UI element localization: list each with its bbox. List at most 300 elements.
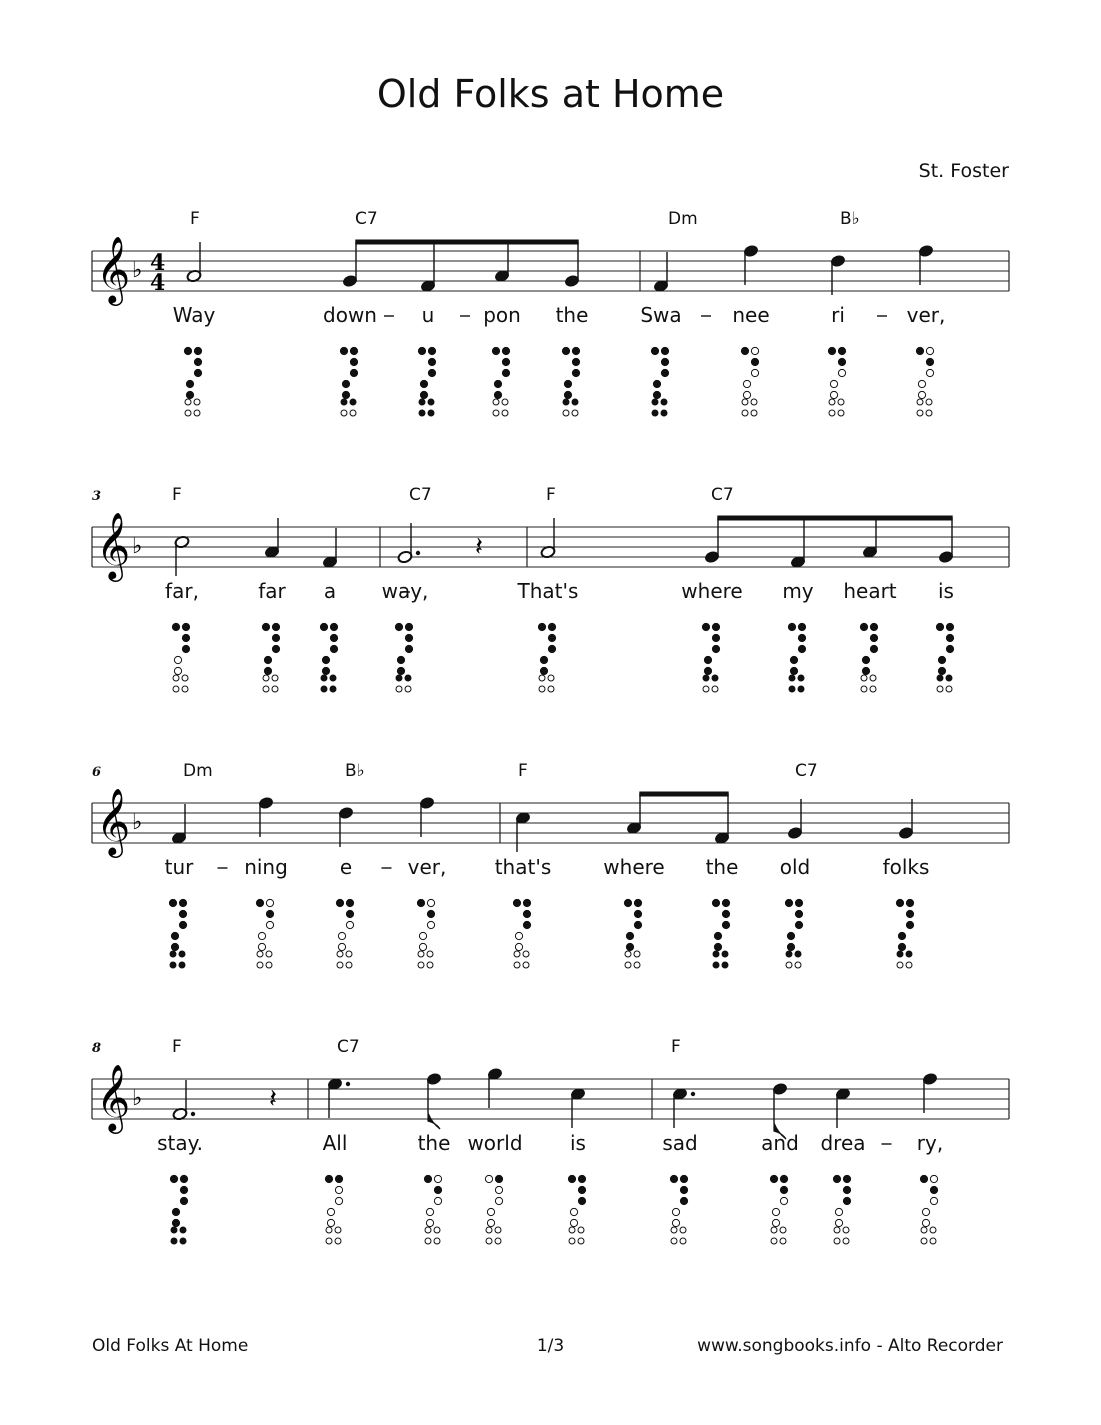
double-hole (563, 399, 569, 405)
double-hole (514, 951, 520, 957)
thumb-hole (170, 1175, 177, 1182)
finger-hole (174, 667, 181, 674)
double-hole (321, 686, 327, 692)
thumb-hole (256, 899, 263, 906)
fingering-chart-icon (424, 1175, 441, 1244)
fingering-chart-icon (828, 347, 845, 416)
double-hole (572, 399, 578, 405)
double-hole (523, 951, 529, 957)
chord-symbol: B♭ (840, 209, 860, 229)
chord-symbol: F (518, 761, 528, 781)
double-hole (634, 951, 640, 957)
finger-hole (172, 1219, 179, 1226)
double-hole (502, 399, 508, 405)
finger-hole (495, 1186, 502, 1193)
double-hole (425, 1227, 431, 1233)
footer-song-name: Old Folks At Home (92, 1336, 249, 1356)
thumb-hole (184, 347, 191, 354)
double-hole (930, 1238, 936, 1244)
finger-hole (712, 634, 719, 641)
finger-hole (342, 391, 349, 398)
double-hole (263, 675, 269, 681)
finger-hole (564, 391, 571, 398)
double-hole (326, 1238, 332, 1244)
finger-hole (182, 645, 189, 652)
lyric-syllable: my (782, 579, 814, 603)
double-hole (751, 410, 757, 416)
finger-hole (946, 645, 953, 652)
double-hole (350, 410, 356, 416)
double-hole (671, 1227, 677, 1233)
finger-hole (898, 932, 905, 939)
fingering-chart-icon (485, 1175, 502, 1244)
finger-hole (487, 1219, 494, 1226)
finger-hole (564, 380, 571, 387)
finger-hole (918, 391, 925, 398)
finger-hole (182, 623, 189, 630)
finger-hole (572, 358, 579, 365)
finger-hole (926, 347, 933, 354)
finger-hole (922, 1219, 929, 1226)
finger-hole (523, 921, 530, 928)
finger-hole (434, 1197, 441, 1204)
finger-hole (426, 1208, 433, 1215)
finger-hole (922, 1208, 929, 1215)
double-hole (337, 951, 343, 957)
finger-hole (743, 391, 750, 398)
double-hole (434, 1227, 440, 1233)
chord-symbol: C7 (337, 1037, 360, 1057)
double-hole (661, 410, 667, 416)
lyric-syllable: and (761, 1131, 799, 1155)
finger-hole (946, 634, 953, 641)
finger-hole (405, 645, 412, 652)
double-hole (514, 962, 520, 968)
double-hole (946, 675, 952, 681)
finger-hole (712, 623, 719, 630)
double-hole (341, 410, 347, 416)
finger-hole (704, 656, 711, 663)
thumb-hole (395, 623, 402, 630)
double-hole (495, 1227, 501, 1233)
double-hole (795, 962, 801, 968)
double-hole (722, 951, 728, 957)
double-hole (572, 410, 578, 416)
double-hole (321, 675, 327, 681)
finger-hole (502, 347, 509, 354)
lyric-syllable: pon (483, 303, 521, 327)
double-hole (652, 399, 658, 405)
lyric-syllable: is (570, 1131, 586, 1155)
finger-hole (780, 1175, 787, 1182)
finger-hole (830, 380, 837, 387)
double-hole (937, 675, 943, 681)
lyric-syllable: heart (843, 579, 897, 603)
lyric-syllable: a (323, 579, 337, 603)
finger-hole (427, 899, 434, 906)
double-hole (335, 1227, 341, 1233)
double-hole (419, 410, 425, 416)
fingering-chart-icon (562, 347, 579, 416)
double-hole (396, 675, 402, 681)
finger-hole (946, 623, 953, 630)
time-signature-bottom: 4 (150, 270, 166, 296)
finger-hole (938, 667, 945, 674)
double-hole (798, 675, 804, 681)
finger-hole (548, 634, 555, 641)
double-hole (502, 410, 508, 416)
fingering-chart-icon (513, 899, 530, 968)
finger-hole (350, 369, 357, 376)
finger-hole (680, 1175, 687, 1182)
finger-hole (338, 943, 345, 950)
finger-hole (494, 380, 501, 387)
thumb-hole (860, 623, 867, 630)
double-hole (418, 951, 424, 957)
double-hole (419, 399, 425, 405)
double-hole (539, 675, 545, 681)
lyric-syllable: ver, (407, 855, 447, 879)
finger-hole (798, 634, 805, 641)
finger-hole (926, 369, 933, 376)
thumb-hole (485, 1175, 492, 1182)
double-hole (272, 686, 278, 692)
thumb-hole (702, 623, 709, 630)
finger-hole (434, 1186, 441, 1193)
thumb-hole (936, 623, 943, 630)
lyric-syllable: way, (381, 579, 429, 603)
fingering-chart-icon (169, 899, 186, 968)
double-hole (350, 399, 356, 405)
treble-clef-icon: 𝄞 (96, 787, 131, 855)
finger-hole (494, 391, 501, 398)
double-hole (425, 1238, 431, 1244)
finger-hole (266, 921, 273, 928)
double-hole (771, 1227, 777, 1233)
finger-hole (419, 943, 426, 950)
key-signature-flat-icon: ♭ (132, 534, 143, 559)
finger-hole (405, 634, 412, 641)
double-hole (861, 686, 867, 692)
key-signature-flat-icon: ♭ (132, 810, 143, 835)
double-hole (179, 951, 185, 957)
thumb-hole (492, 347, 499, 354)
double-hole (396, 686, 402, 692)
finger-hole (830, 391, 837, 398)
thumb-hole (916, 347, 923, 354)
finger-hole (790, 656, 797, 663)
eighth-flag-icon (428, 1113, 440, 1129)
finger-hole (186, 391, 193, 398)
thumb-hole (340, 347, 347, 354)
fingering-chart-icon (920, 1175, 937, 1244)
finger-hole (626, 943, 633, 950)
double-hole (870, 675, 876, 681)
finger-hole (751, 369, 758, 376)
thumb-hole (418, 347, 425, 354)
measure-number: 3 (92, 489, 102, 504)
finger-hole (335, 1186, 342, 1193)
fingering-chart-icon (336, 899, 353, 968)
thumb-hole (785, 899, 792, 906)
thumb-hole (670, 1175, 677, 1182)
finger-hole (680, 1186, 687, 1193)
double-hole (569, 1227, 575, 1233)
thumb-hole (417, 899, 424, 906)
finger-hole (322, 656, 329, 663)
fingering-chart-icon (172, 623, 189, 692)
lyric-syllable: That's (517, 579, 579, 603)
double-hole (843, 1238, 849, 1244)
finger-hole (634, 921, 641, 928)
double-hole (786, 962, 792, 968)
double-hole (257, 951, 263, 957)
finger-hole (714, 932, 721, 939)
finger-hole (327, 1219, 334, 1226)
double-hole (326, 1227, 332, 1233)
double-hole (563, 410, 569, 416)
double-hole (861, 675, 867, 681)
finger-hole (743, 380, 750, 387)
finger-hole (751, 347, 758, 354)
thumb-hole (336, 899, 343, 906)
chord-symbol: C7 (795, 761, 818, 781)
double-hole (428, 410, 434, 416)
lyric-syllable: sad (662, 1131, 698, 1155)
finger-hole (661, 369, 668, 376)
double-hole (578, 1238, 584, 1244)
thumb-hole (788, 623, 795, 630)
lyric-syllable: old (779, 855, 811, 879)
double-hole (539, 686, 545, 692)
double-hole (495, 1238, 501, 1244)
finger-hole (523, 899, 530, 906)
finger-hole (862, 656, 869, 663)
finger-hole (322, 667, 329, 674)
double-hole (578, 1227, 584, 1233)
finger-hole (680, 1197, 687, 1204)
finger-hole (634, 910, 641, 917)
thumb-hole (568, 1175, 575, 1182)
finger-hole (772, 1219, 779, 1226)
thumb-hole (320, 623, 327, 630)
finger-hole (523, 910, 530, 917)
finger-hole (346, 910, 353, 917)
finger-hole (179, 910, 186, 917)
finger-hole (870, 623, 877, 630)
finger-hole (174, 656, 181, 663)
chord-symbol: Dm (183, 761, 213, 781)
thumb-hole (424, 1175, 431, 1182)
finger-hole (843, 1186, 850, 1193)
finger-hole (487, 1208, 494, 1215)
finger-hole (906, 899, 913, 906)
chord-symbol: Dm (668, 209, 698, 229)
double-hole (703, 686, 709, 692)
double-hole (405, 675, 411, 681)
double-hole (170, 962, 176, 968)
finger-hole (342, 380, 349, 387)
fingering-chart-icon (320, 623, 337, 692)
thumb-hole (538, 623, 545, 630)
finger-hole (330, 634, 337, 641)
double-hole (946, 686, 952, 692)
double-hole (170, 951, 176, 957)
finger-hole (862, 667, 869, 674)
key-signature-flat-icon: ♭ (132, 1086, 143, 1111)
double-hole (346, 951, 352, 957)
fingering-chart-icon (651, 347, 668, 416)
chord-symbol: C7 (711, 485, 734, 505)
double-hole (703, 675, 709, 681)
double-hole (751, 399, 757, 405)
thumb-hole (770, 1175, 777, 1182)
staff-system (92, 761, 1009, 968)
treble-clef-icon: 𝄞 (96, 235, 131, 303)
thumb-hole (169, 899, 176, 906)
double-hole (194, 399, 200, 405)
finger-hole (626, 932, 633, 939)
finger-hole (182, 634, 189, 641)
fingering-chart-icon (170, 1175, 187, 1244)
fingering-chart-icon (833, 1175, 850, 1244)
double-hole (434, 1238, 440, 1244)
finger-hole (712, 645, 719, 652)
finger-hole (843, 1197, 850, 1204)
double-hole (427, 962, 433, 968)
double-hole (173, 675, 179, 681)
thumb-hole (741, 347, 748, 354)
double-hole (838, 410, 844, 416)
finger-hole (843, 1175, 850, 1182)
double-hole (523, 962, 529, 968)
finger-hole (427, 921, 434, 928)
fingering-chart-icon (568, 1175, 585, 1244)
double-hole (722, 962, 728, 968)
thumb-hole (828, 347, 835, 354)
double-hole (493, 410, 499, 416)
double-hole (926, 410, 932, 416)
song-title: Old Folks at Home (376, 72, 725, 116)
double-hole (182, 675, 188, 681)
finger-hole (179, 921, 186, 928)
finger-hole (350, 347, 357, 354)
double-hole (171, 1238, 177, 1244)
page-number: 1/3 (536, 1336, 565, 1356)
staff-system (92, 485, 1009, 692)
finger-hole (572, 347, 579, 354)
lyric-syllable: ver, (906, 303, 946, 327)
thumb-hole (624, 899, 631, 906)
double-hole (712, 686, 718, 692)
finger-hole (672, 1208, 679, 1215)
finger-hole (722, 899, 729, 906)
double-hole (427, 951, 433, 957)
double-hole (798, 686, 804, 692)
finger-hole (930, 1197, 937, 1204)
double-hole (171, 1227, 177, 1233)
chord-symbol: B♭ (345, 761, 365, 781)
finger-hole (918, 380, 925, 387)
finger-hole (179, 899, 186, 906)
finger-hole (186, 380, 193, 387)
finger-hole (428, 358, 435, 365)
chord-symbol: F (172, 1037, 182, 1057)
finger-hole (870, 645, 877, 652)
double-hole (173, 686, 179, 692)
footer-website: www.songbooks.info - Alto Recorder (697, 1336, 1003, 1356)
double-hole (486, 1238, 492, 1244)
double-hole (713, 951, 719, 957)
finger-hole (397, 667, 404, 674)
finger-hole (335, 1197, 342, 1204)
double-hole (185, 410, 191, 416)
finger-hole (180, 1186, 187, 1193)
double-hole (906, 962, 912, 968)
finger-hole (419, 932, 426, 939)
finger-hole (798, 623, 805, 630)
finger-hole (171, 932, 178, 939)
finger-hole (572, 369, 579, 376)
double-hole (180, 1238, 186, 1244)
double-hole (713, 962, 719, 968)
double-hole (346, 962, 352, 968)
finger-hole (335, 1175, 342, 1182)
finger-hole (495, 1175, 502, 1182)
double-hole (834, 1238, 840, 1244)
augmentation-dot (191, 1112, 195, 1116)
fingering-chart-icon (770, 1175, 787, 1244)
finger-hole (397, 656, 404, 663)
thumb-hole (896, 899, 903, 906)
finger-hole (330, 645, 337, 652)
thumb-hole (562, 347, 569, 354)
double-hole (680, 1227, 686, 1233)
lyric-syllable: ri (831, 303, 845, 327)
double-hole (780, 1227, 786, 1233)
finger-hole (838, 369, 845, 376)
treble-clef-icon: 𝄞 (96, 511, 131, 579)
double-hole (917, 410, 923, 416)
chord-symbol: F (190, 209, 200, 229)
fingering-chart-icon (256, 899, 273, 968)
double-hole (272, 675, 278, 681)
double-hole (625, 951, 631, 957)
finger-hole (795, 921, 802, 928)
finger-hole (578, 1197, 585, 1204)
lyric-syllable: e (339, 855, 353, 879)
treble-clef-icon: 𝄞 (96, 1063, 131, 1131)
finger-hole (258, 932, 265, 939)
measure-number: 8 (92, 1041, 102, 1056)
finger-hole (930, 1175, 937, 1182)
fingering-chart-icon (184, 347, 201, 416)
finger-hole (330, 623, 337, 630)
finger-hole (427, 910, 434, 917)
time-signature-top: 4 (150, 250, 166, 276)
double-hole (341, 399, 347, 405)
lyric-syllable: the (555, 303, 589, 327)
double-hole (330, 686, 336, 692)
fingering-chart-icon (395, 623, 412, 692)
finger-hole (272, 645, 279, 652)
fingering-chart-icon (670, 1175, 687, 1244)
lyric-syllable: down (323, 303, 377, 327)
thumb-hole (513, 899, 520, 906)
double-hole (834, 1227, 840, 1233)
finger-hole (266, 899, 273, 906)
fingering-chart-icon (712, 899, 729, 968)
